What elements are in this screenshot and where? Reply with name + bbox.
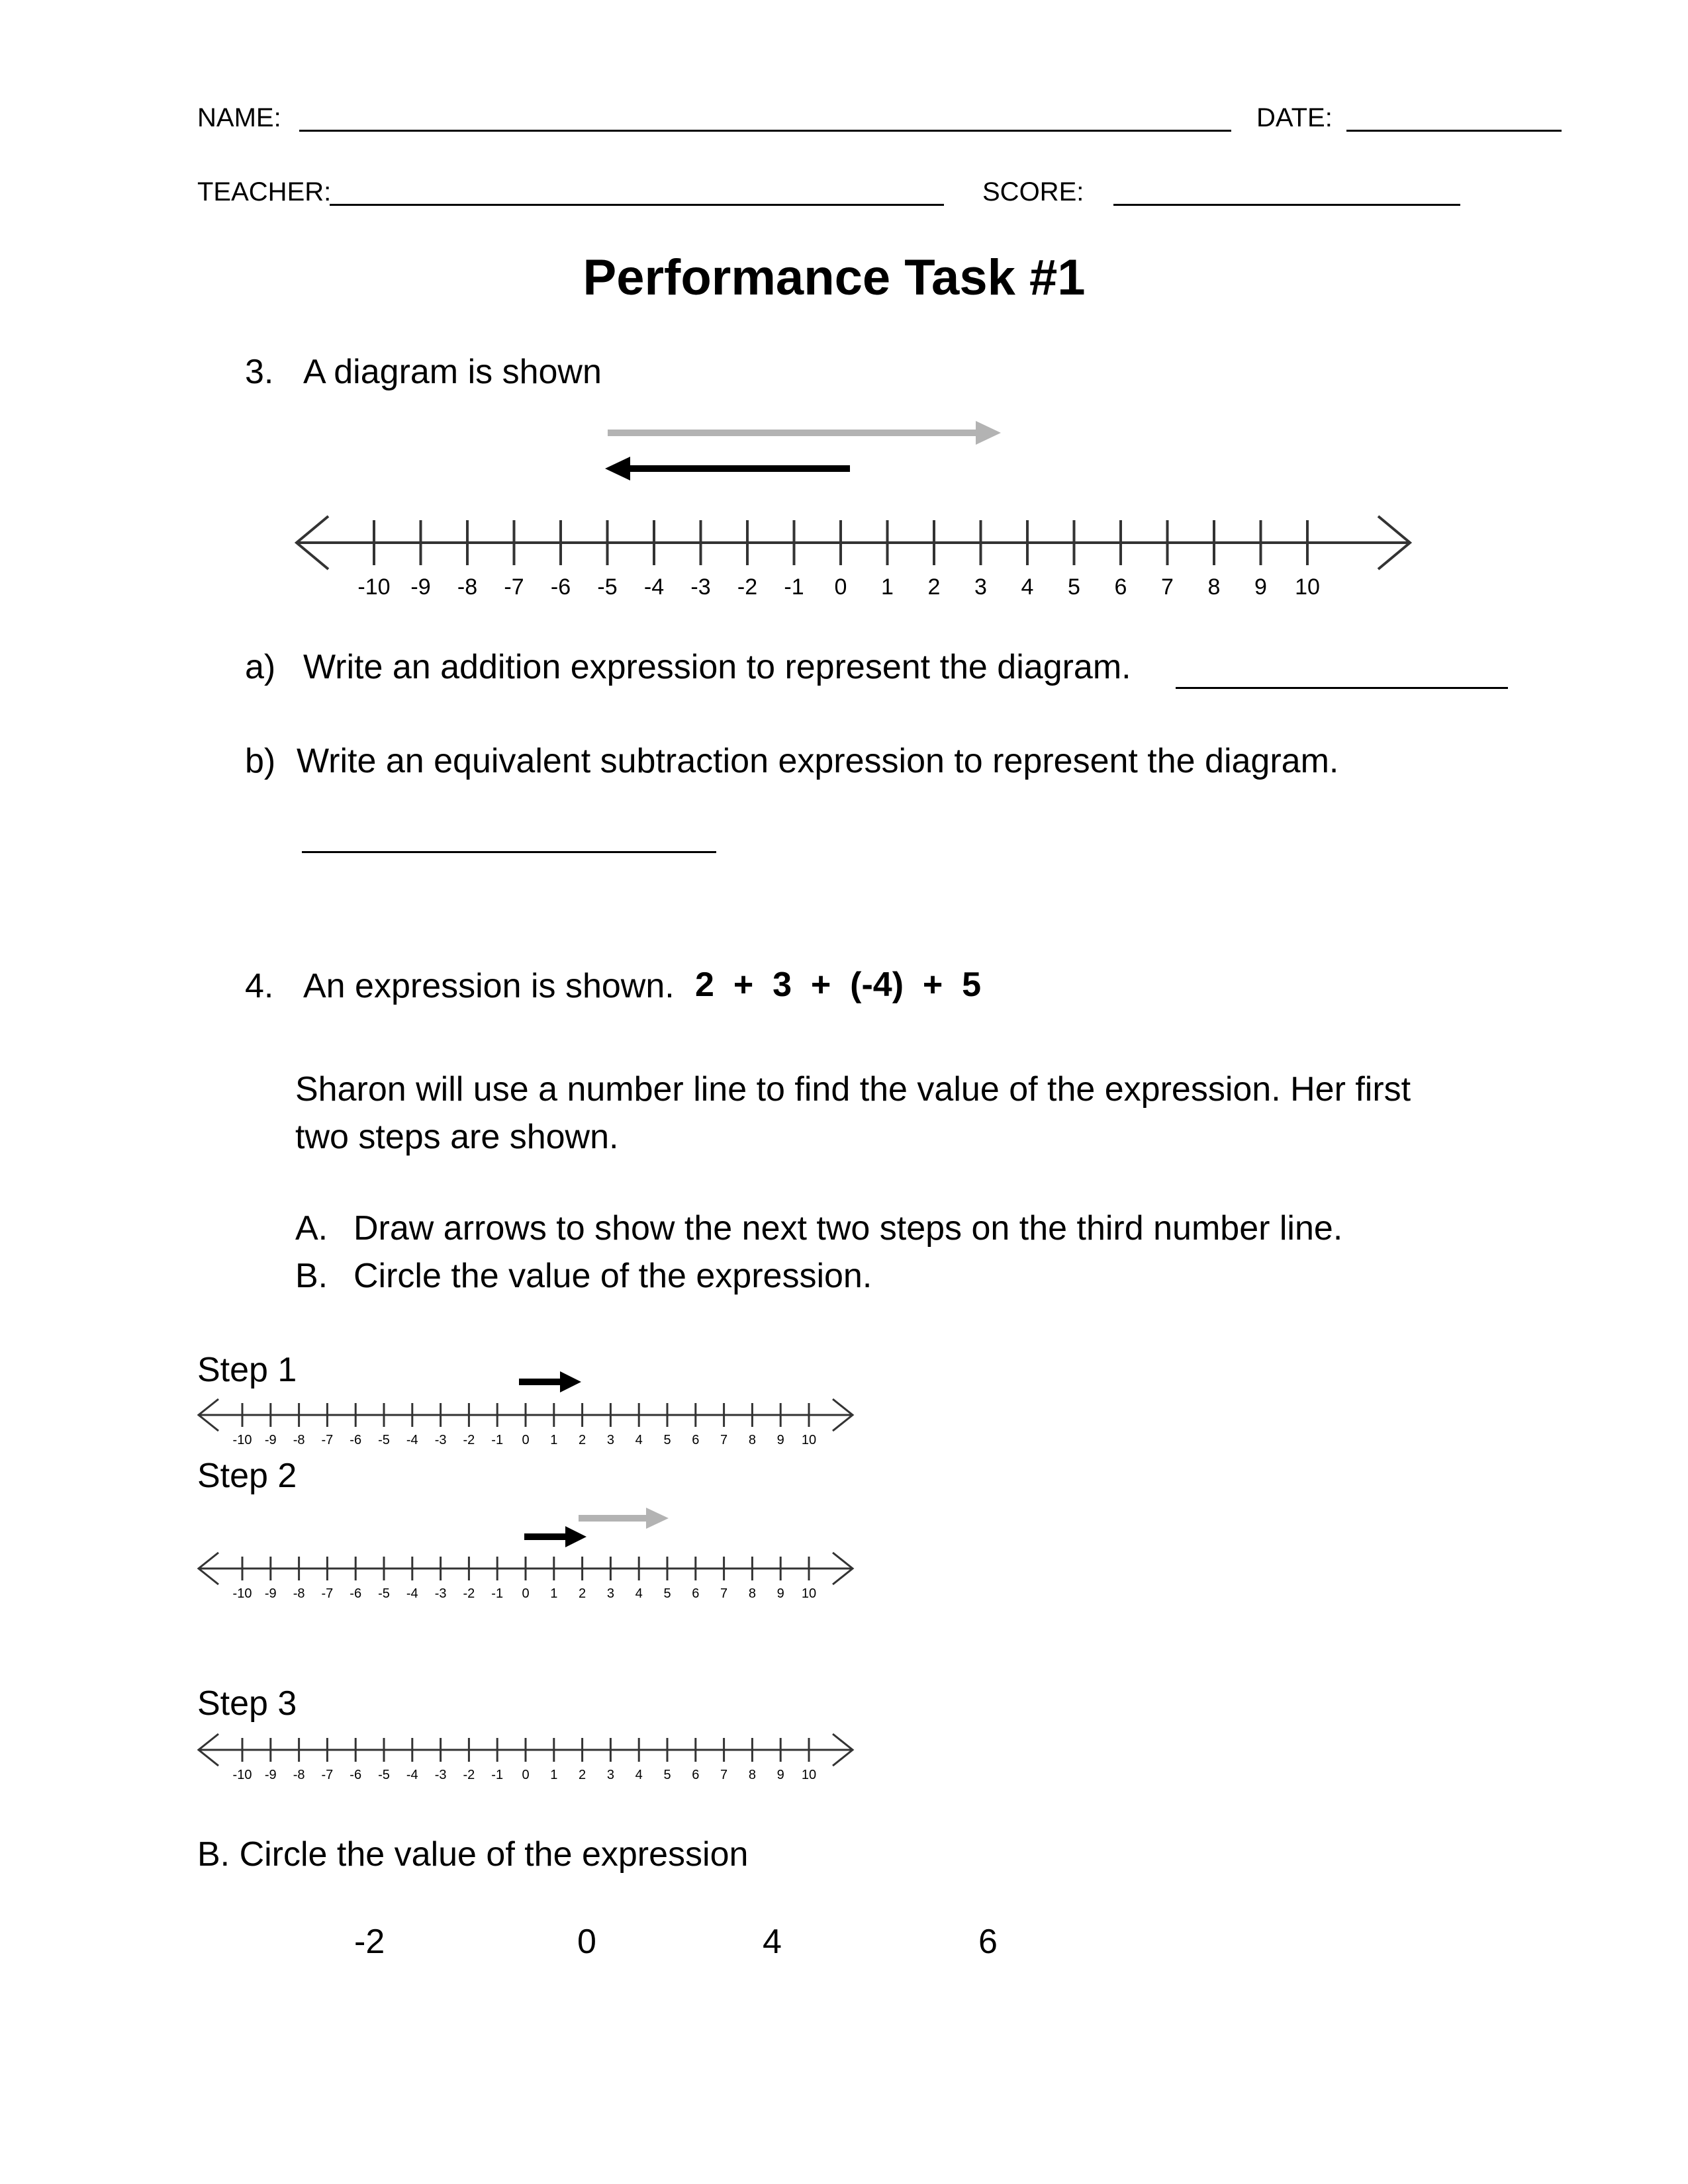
step1-number-line-tick-label: 10 [801, 1433, 817, 1447]
q3b-answer-blank[interactable] [302, 851, 716, 853]
step3-number-line-tick-label: -7 [321, 1768, 334, 1782]
gray-arrowhead [976, 421, 1001, 445]
step1-label: Step 1 [197, 1351, 297, 1389]
q3-number-line-tick-label: -8 [457, 574, 478, 600]
q3a-answer-blank[interactable] [1176, 687, 1508, 689]
step1-number-line-tick-label: 2 [579, 1433, 586, 1447]
step1-number-line-tick-label: 8 [748, 1433, 756, 1447]
step1-number-line-tick-label: 4 [635, 1433, 643, 1447]
choice-4[interactable]: 4 [763, 1923, 782, 1961]
q3-number-line-tick-label: -9 [410, 574, 431, 600]
step2-number-line-tick-label: -10 [232, 1586, 252, 1601]
q3-number: 3. [245, 353, 274, 391]
teacher-label: TEACHER: [197, 177, 332, 206]
q3-number-line-tick-label: -10 [357, 574, 391, 600]
step1-black-arrowhead [560, 1371, 581, 1392]
q3-number-line-tick-label: 10 [1295, 574, 1320, 600]
q4-number: 4. [245, 967, 274, 1005]
step3-number-line-tick-label: 4 [635, 1768, 643, 1782]
step3-number-line-tick-label: 3 [606, 1768, 614, 1782]
step3-number-line-tick-label: -6 [350, 1768, 362, 1782]
q3-number-line [297, 516, 1410, 600]
step2-number-line-tick-label: -7 [321, 1586, 334, 1601]
q4-paragraph-line1: Sharon will use a number line to find the value of the expression. Her first [295, 1070, 1411, 1109]
step1-number-line-tick-label: -10 [232, 1433, 252, 1447]
step3-number-line-tick-label: -3 [434, 1768, 447, 1782]
step1-number-line-tick-label: 1 [550, 1433, 558, 1447]
step1-number-line-tick-label: 5 [663, 1433, 671, 1447]
step1-number-line-tick-label: -7 [321, 1433, 334, 1447]
step2-number-line-tick-label: 0 [522, 1586, 530, 1601]
q3-number-line-tick-label: -3 [690, 574, 711, 600]
step2-number-line-tick-label: 9 [776, 1586, 784, 1601]
black-arrowhead [605, 457, 630, 480]
step2-number-line [199, 1553, 853, 1601]
step1-number-line-tick-label: -5 [378, 1433, 390, 1447]
step3-number-line-tick-label: 0 [522, 1768, 530, 1782]
q3-number-line-tick-label: -2 [737, 574, 758, 600]
step2-number-line-tick-label: -9 [264, 1586, 277, 1601]
step3-number-line-tick-label: -4 [406, 1768, 418, 1782]
score-label: SCORE: [982, 177, 1084, 206]
q4-item-b-label: B. [295, 1257, 328, 1295]
date-label: DATE: [1256, 103, 1333, 132]
step2-number-line-tick-label: 2 [579, 1586, 586, 1601]
q3-number-line-tick-label: 5 [1068, 574, 1080, 600]
page-title: Performance Task #1 [583, 250, 1086, 306]
step1-number-line [199, 1399, 853, 1447]
step1-number-line-tick-label: 0 [522, 1433, 530, 1447]
step2-number-line-tick-label: -3 [434, 1586, 447, 1601]
q3-number-line-tick-label: -6 [550, 574, 571, 600]
choice-6[interactable]: 6 [978, 1923, 998, 1961]
choice-0[interactable]: 0 [577, 1923, 596, 1961]
step2-number-line-tick-label: 7 [720, 1586, 728, 1601]
step3-number-line-tick-label: 2 [579, 1768, 586, 1782]
step2-number-line-tick-label: -2 [463, 1586, 475, 1601]
step1-number-line-tick-label: -1 [491, 1433, 504, 1447]
q3b-label: b) [245, 742, 276, 780]
step2-gray-arrowhead [646, 1508, 669, 1529]
step2-number-line-tick-label: 6 [692, 1586, 700, 1601]
step3-number-line-tick-label: 8 [748, 1768, 756, 1782]
q3a-text: Write an addition expression to represent the diagram. [303, 648, 1131, 686]
q4-prompt: An expression is shown. [303, 967, 675, 1005]
step3-number-line-tick-label: 7 [720, 1768, 728, 1782]
q4-paragraph-line2: two steps are shown. [295, 1118, 619, 1156]
step2-number-line-tick-label: 4 [635, 1586, 643, 1601]
step3-number-line-tick-label: -9 [264, 1768, 277, 1782]
step2-number-line-tick-label: -1 [491, 1586, 504, 1601]
step1-number-line-tick-label: -6 [350, 1433, 362, 1447]
q3-number-line-tick-label: -7 [504, 574, 524, 600]
step3-number-line-tick-label: 1 [550, 1768, 558, 1782]
step2-number-line-tick-label: 10 [801, 1586, 817, 1601]
q3-number-line-tick-label: 0 [834, 574, 847, 600]
circle-prompt: B. Circle the value of the expression [197, 1835, 749, 1874]
step3-label: Step 3 [197, 1684, 297, 1723]
step2-number-line-tick-label: 8 [748, 1586, 756, 1601]
step2-number-line-tick-label: 1 [550, 1586, 558, 1601]
step1-number-line-tick-label: 9 [776, 1433, 784, 1447]
q3-number-line-tick-label: 1 [881, 574, 894, 600]
step2-number-line-tick-label: 3 [606, 1586, 614, 1601]
q3a-label: a) [245, 648, 276, 686]
step3-number-line-tick-label: -2 [463, 1768, 475, 1782]
q3-number-line-tick-label: 9 [1254, 574, 1267, 600]
step1-number-line-tick-label: -8 [293, 1433, 305, 1447]
step1-number-line-tick-label: 6 [692, 1433, 700, 1447]
q4-item-a-text: Draw arrows to show the next two steps on the third number line. [353, 1209, 1343, 1248]
step2-number-line-tick-label: -4 [406, 1586, 418, 1601]
q3-number-line-tick-label: 7 [1161, 574, 1174, 600]
step1-number-line-tick-label: -3 [434, 1433, 447, 1447]
step3-number-line-tick-label: -8 [293, 1768, 305, 1782]
step1-number-line-tick-label: 3 [606, 1433, 614, 1447]
q3-number-line-tick-label: 4 [1021, 574, 1034, 600]
q3-number-line-tick-label: 2 [927, 574, 941, 600]
q3-number-line-tick-label: -5 [597, 574, 618, 600]
step3-number-line-tick-label: -5 [378, 1768, 390, 1782]
step1-number-line-tick-label: -9 [264, 1433, 277, 1447]
q3-number-line-tick-label: 3 [974, 574, 987, 600]
step3-number-line-tick-label: 6 [692, 1768, 700, 1782]
step2-label: Step 2 [197, 1457, 297, 1495]
q3-number-line-tick-label: 8 [1207, 574, 1221, 600]
q3-number-line-tick-label: -4 [643, 574, 665, 600]
q3-prompt: A diagram is shown [303, 353, 602, 391]
step2-black-arrowhead [565, 1526, 586, 1547]
step3-number-line-tick-label: 5 [663, 1768, 671, 1782]
step1-number-line-tick-label: -4 [406, 1433, 418, 1447]
step3-number-line[interactable] [199, 1734, 853, 1782]
step3-number-line-tick-label: 9 [776, 1768, 784, 1782]
step2-number-line-tick-label: -5 [378, 1586, 390, 1601]
step2-number-line-tick-label: -6 [350, 1586, 362, 1601]
step1-number-line-tick-label: 7 [720, 1433, 728, 1447]
q4-item-b-text: Circle the value of the expression. [353, 1257, 872, 1295]
q3-number-line-tick-label: 6 [1114, 574, 1127, 600]
step1-number-line-tick-label: -2 [463, 1433, 475, 1447]
step3-number-line-tick-label: -10 [232, 1768, 252, 1782]
step2-number-line-tick-label: -8 [293, 1586, 305, 1601]
step3-number-line-tick-label: -1 [491, 1768, 504, 1782]
name-label: NAME: [197, 103, 281, 132]
step3-number-line-tick-label: 10 [801, 1768, 817, 1782]
q4-item-a-label: A. [295, 1209, 328, 1248]
q4-expression: 2 + 3 + (-4) + 5 [695, 966, 982, 1004]
q3b-text: Write an equivalent subtraction expression to represent the diagram. [297, 742, 1339, 780]
q3-number-line-tick-label: -1 [784, 574, 804, 600]
choice-neg2[interactable]: -2 [354, 1923, 385, 1961]
step2-number-line-tick-label: 5 [663, 1586, 671, 1601]
